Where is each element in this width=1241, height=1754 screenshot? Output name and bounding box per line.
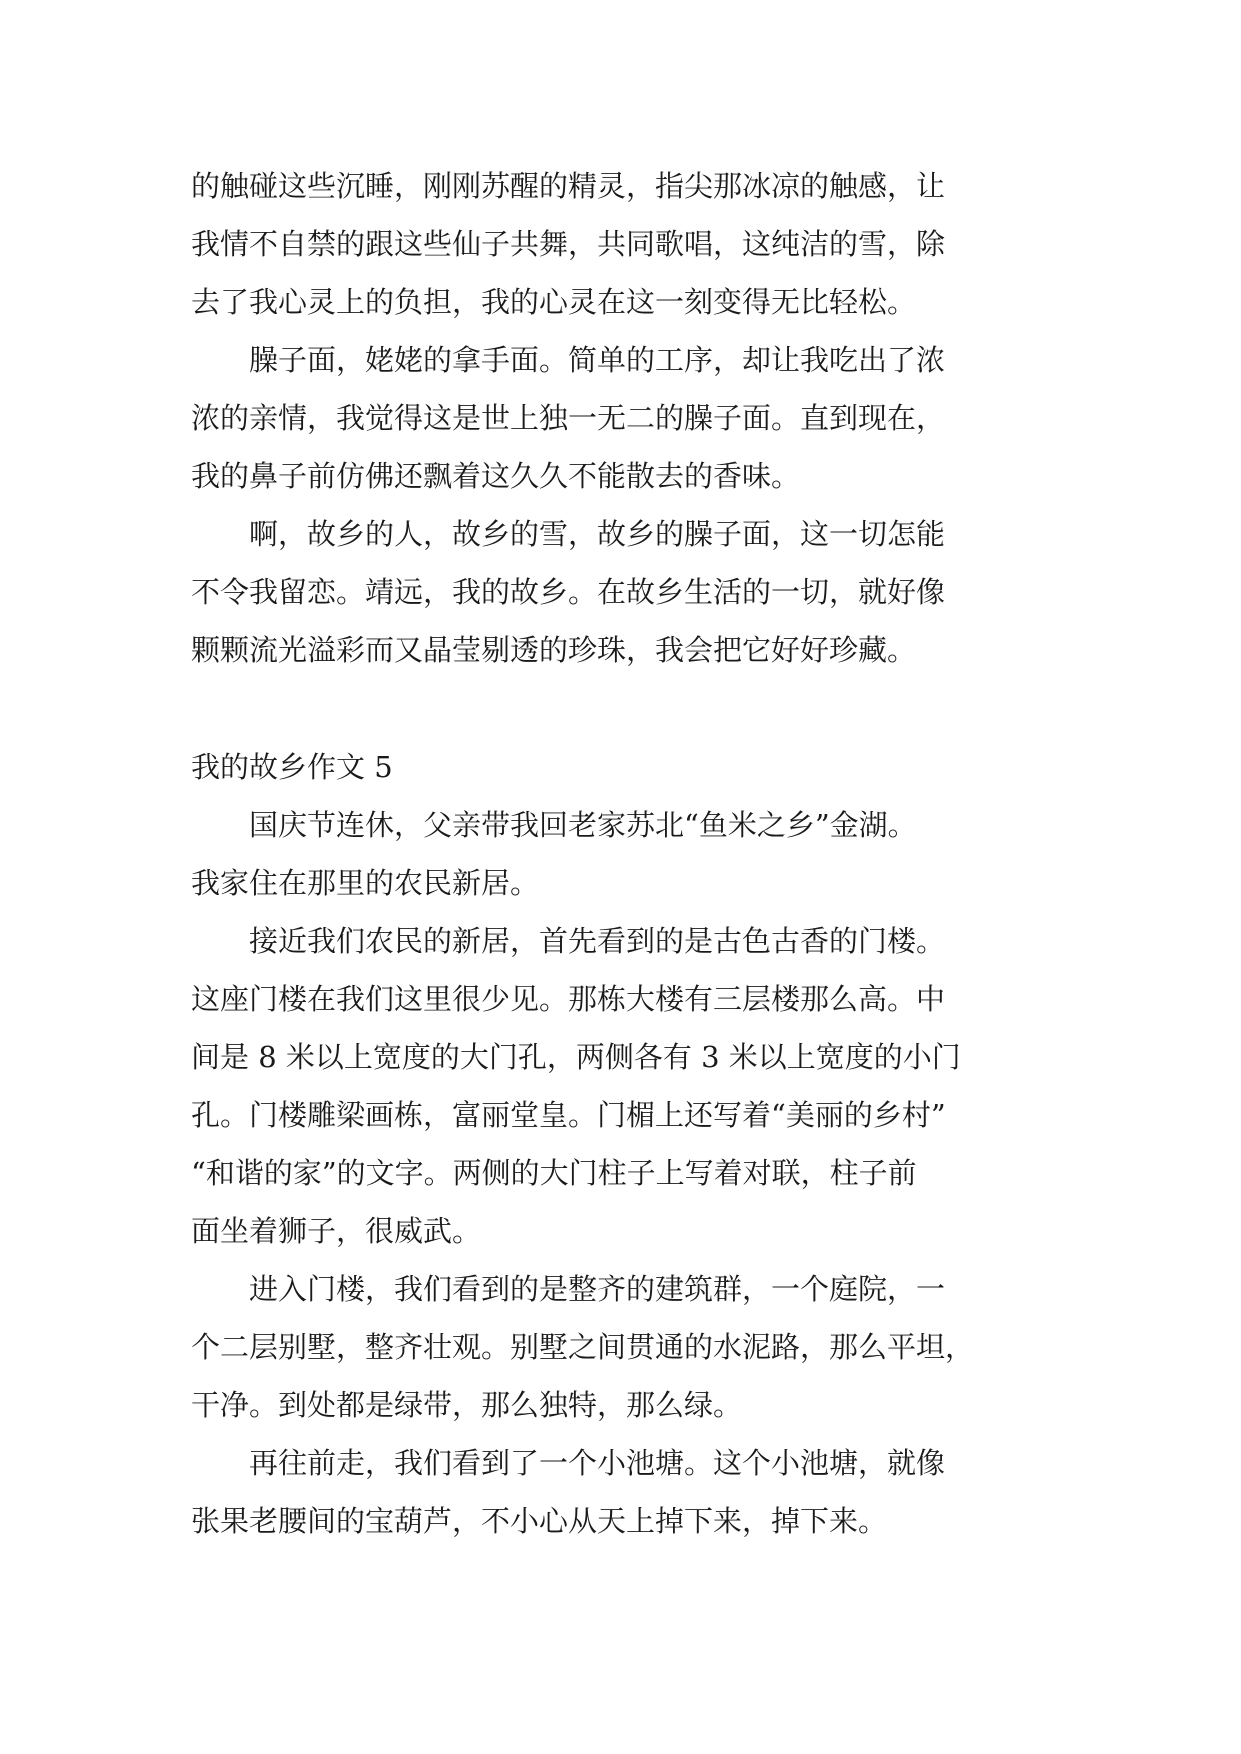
text-line: 啊，故乡的人，故乡的雪，故乡的臊子面，这一切怎能 (249, 517, 946, 551)
text-line: 我情不自禁的跟这些仙子共舞，共同歌唱，这纯洁的雪，除 (191, 227, 946, 261)
text-block-2 (191, 796, 1071, 1550)
text-line: 臊子面，姥姥的拿手面。简单的工序，却让我吃出了浓 (249, 343, 946, 377)
text-line: 的触碰这些沉睡，刚刚苏醒的精灵，指尖那冰凉的触感，让 (191, 169, 946, 203)
text-line: 再往前走，我们看到了一个小池塘。这个小池塘，就像 (249, 1446, 946, 1480)
text-block-1 (191, 157, 1071, 679)
text-line: 不令我留恋。靖远，我的故乡。在故乡生活的一切，就好像 (191, 575, 946, 609)
text-line: 进入门楼，我们看到的是整齐的建筑群，一个庭院，一 (249, 1272, 946, 1306)
text-line: 孔。门楼雕梁画栋，富丽堂皇。门楣上还写着“美丽的乡村” (191, 1098, 946, 1132)
text-line: 个二层别墅，整齐壮观。别墅之间贯通的水泥路，那么平坦， (191, 1330, 975, 1364)
text-line: “和谐的家”的文字。两侧的大门柱子上写着对联，柱子前 (191, 1156, 917, 1190)
text-line: 浓的亲情，我觉得这是世上独一无二的臊子面。直到现在， (191, 401, 946, 435)
text-line: 我的鼻子前仿佛还飘着这久久不能散去的香味。 (191, 459, 801, 493)
text-line: 干净。到处都是绿带，那么独特，那么绿。 (191, 1388, 743, 1422)
text-line: 接近我们农民的新居，首先看到的是古色古香的门楼。 (249, 924, 946, 958)
text-line: 我家住在那里的农民新居。 (191, 866, 540, 900)
text-line: 间是 8 米以上宽度的大门孔，两侧各有 3 米以上宽度的小门 (191, 1040, 961, 1074)
text-line: 国庆节连休，父亲带我回老家苏北“鱼米之乡”金湖。 (249, 808, 917, 842)
text-line: 这座门楼在我们这里很少见。那栋大楼有三层楼那么高。中 (191, 982, 946, 1016)
text-line: 张果老腰间的宝葫芦，不小心从天上掉下来，掉下来。 (191, 1504, 888, 1538)
text-line: 面坐着狮子，很威武。 (191, 1214, 482, 1248)
section-heading: 我的故乡作文 5 (191, 750, 393, 784)
text-line: 去了我心灵上的负担，我的心灵在这一刻变得无比轻松。 (191, 285, 917, 319)
text-line: 颗颗流光溢彩而又晶莹剔透的珍珠，我会把它好好珍藏。 (191, 633, 917, 667)
